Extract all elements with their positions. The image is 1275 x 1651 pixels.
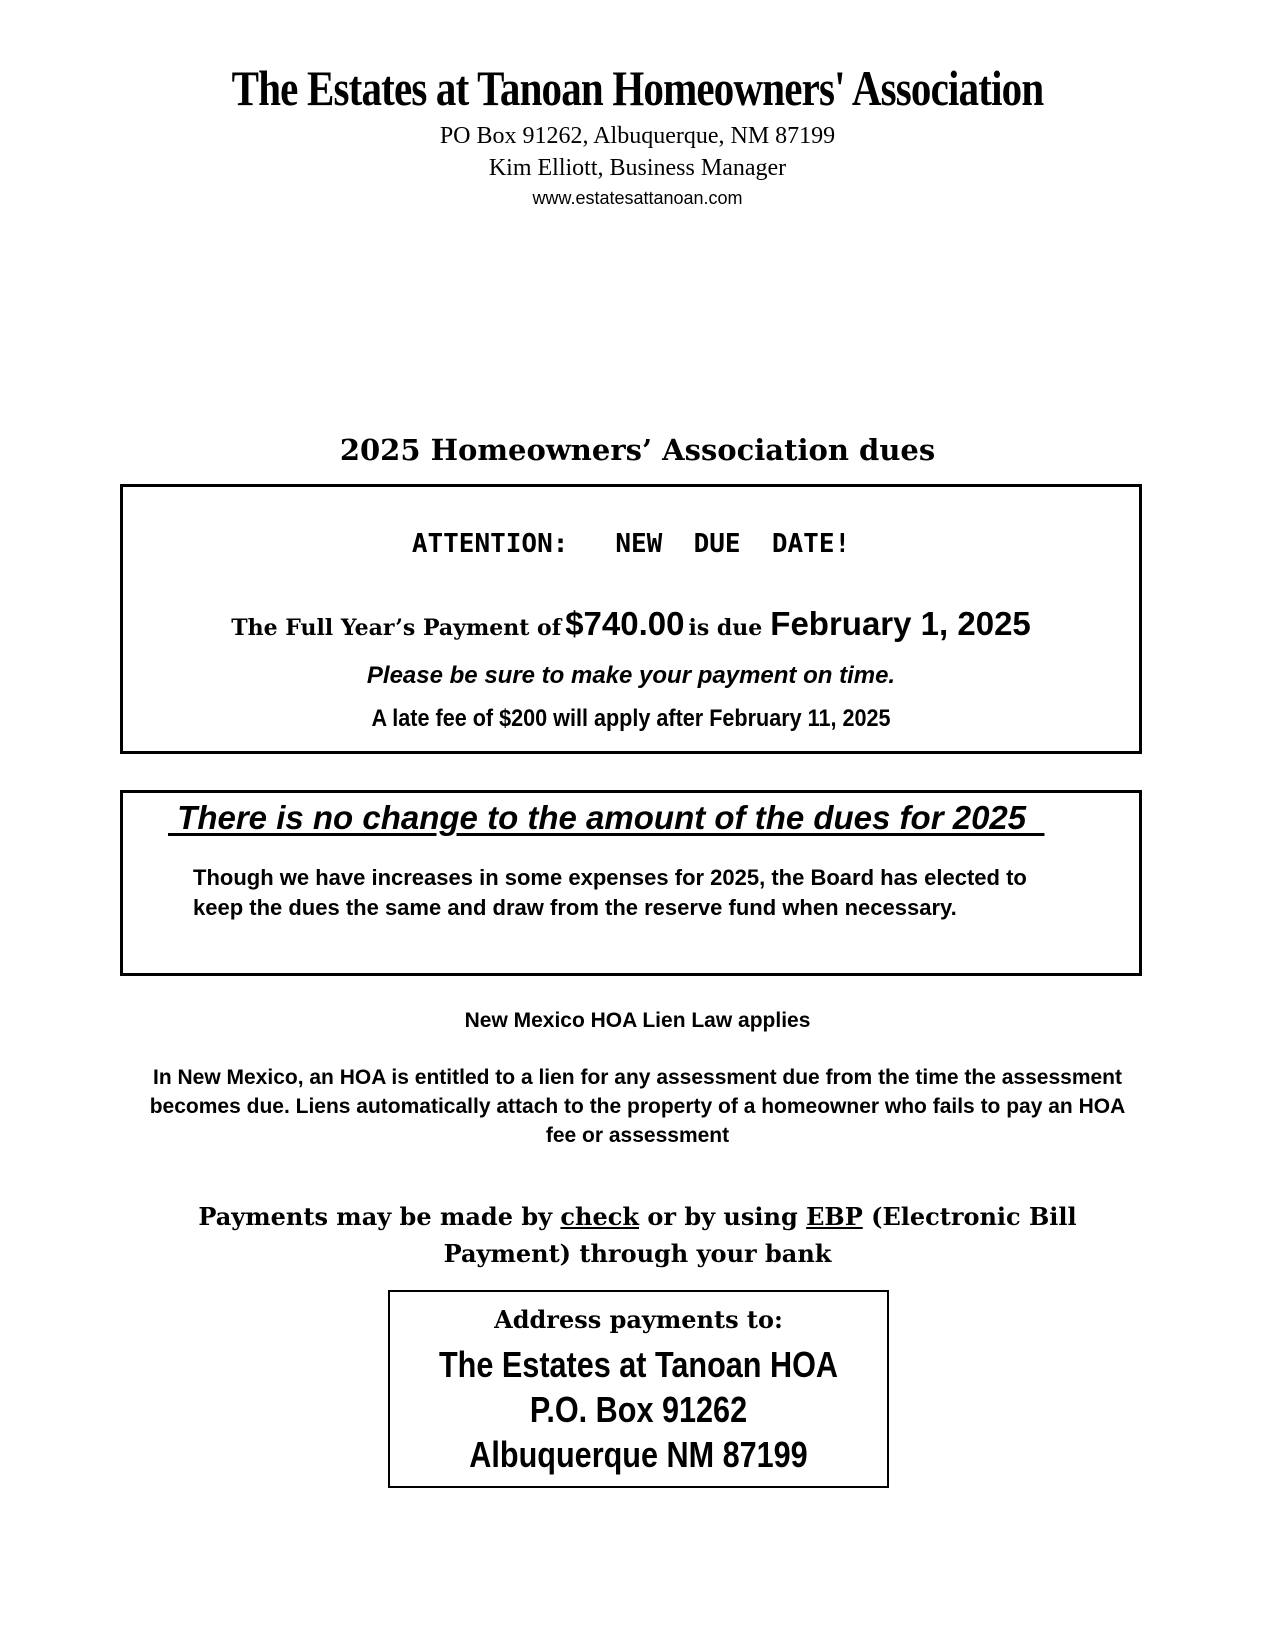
business-manager: Kim Elliott, Business Manager <box>488 155 787 181</box>
no-change-explanation: Though we have increases in some expenses for 2025, the Board has elected to keep the dues the same and draw from the reserve fund when necessary. <box>193 865 1027 920</box>
association-title: The Estates at Tanoan Homeowners' Association <box>231 60 1044 116</box>
due-date: February 1, 2025 <box>770 605 1031 642</box>
is-due-text: is due <box>688 615 763 641</box>
on-time-reminder: Please be sure to make your payment on time. <box>366 662 896 689</box>
address-line-po-box: P.O. Box 91262 <box>529 1389 748 1430</box>
payment-methods-suffix: (Electronic Bill Payment) through your bank <box>443 1202 1077 1268</box>
website-link[interactable]: www.estatesattanoan.com <box>532 188 743 208</box>
payment-amount-line <box>123 605 1139 643</box>
attention-banner: ATTENTION: NEW DUE DATE! <box>411 529 851 559</box>
lien-law-heading: New Mexico HOA Lien Law applies <box>464 1009 811 1032</box>
late-fee-notice: A late fee of $200 will apply after February 11, 2025 <box>371 705 891 732</box>
payment-methods-middle: or by using <box>647 1202 798 1231</box>
check-method: check <box>560 1202 639 1231</box>
payment-methods <box>150 1198 1125 1272</box>
no-change-heading: There is no change to the amount of the dues for 2025 <box>168 799 1045 836</box>
dues-heading: 2025 Homeowners’ Association dues <box>339 433 936 467</box>
address-line-name: The Estates at Tanoan HOA <box>438 1344 839 1385</box>
no-change-box <box>120 790 1142 976</box>
address-label: Address payments to: <box>494 1305 783 1334</box>
payment-methods-prefix: Payments may be made by <box>198 1202 553 1231</box>
association-address: PO Box 91262, Albuquerque, NM 87199 <box>439 123 836 149</box>
mailing-address-box <box>388 1290 889 1488</box>
payment-prefix: The Full Year’s Payment of <box>231 615 562 641</box>
due-date-notice-box <box>120 484 1142 754</box>
payment-amount: $740.00 <box>565 605 685 642</box>
lien-law-text: In New Mexico, an HOA is entitled to a lien for any assessment due from the time the assessment becomes due. Liens automatically attach to the property of a homeowner who fails to pay an HOA fee or assessment <box>149 1066 1126 1147</box>
address-line-city: Albuquerque NM 87199 <box>469 1434 808 1475</box>
ebp-method: EBP <box>806 1202 863 1231</box>
